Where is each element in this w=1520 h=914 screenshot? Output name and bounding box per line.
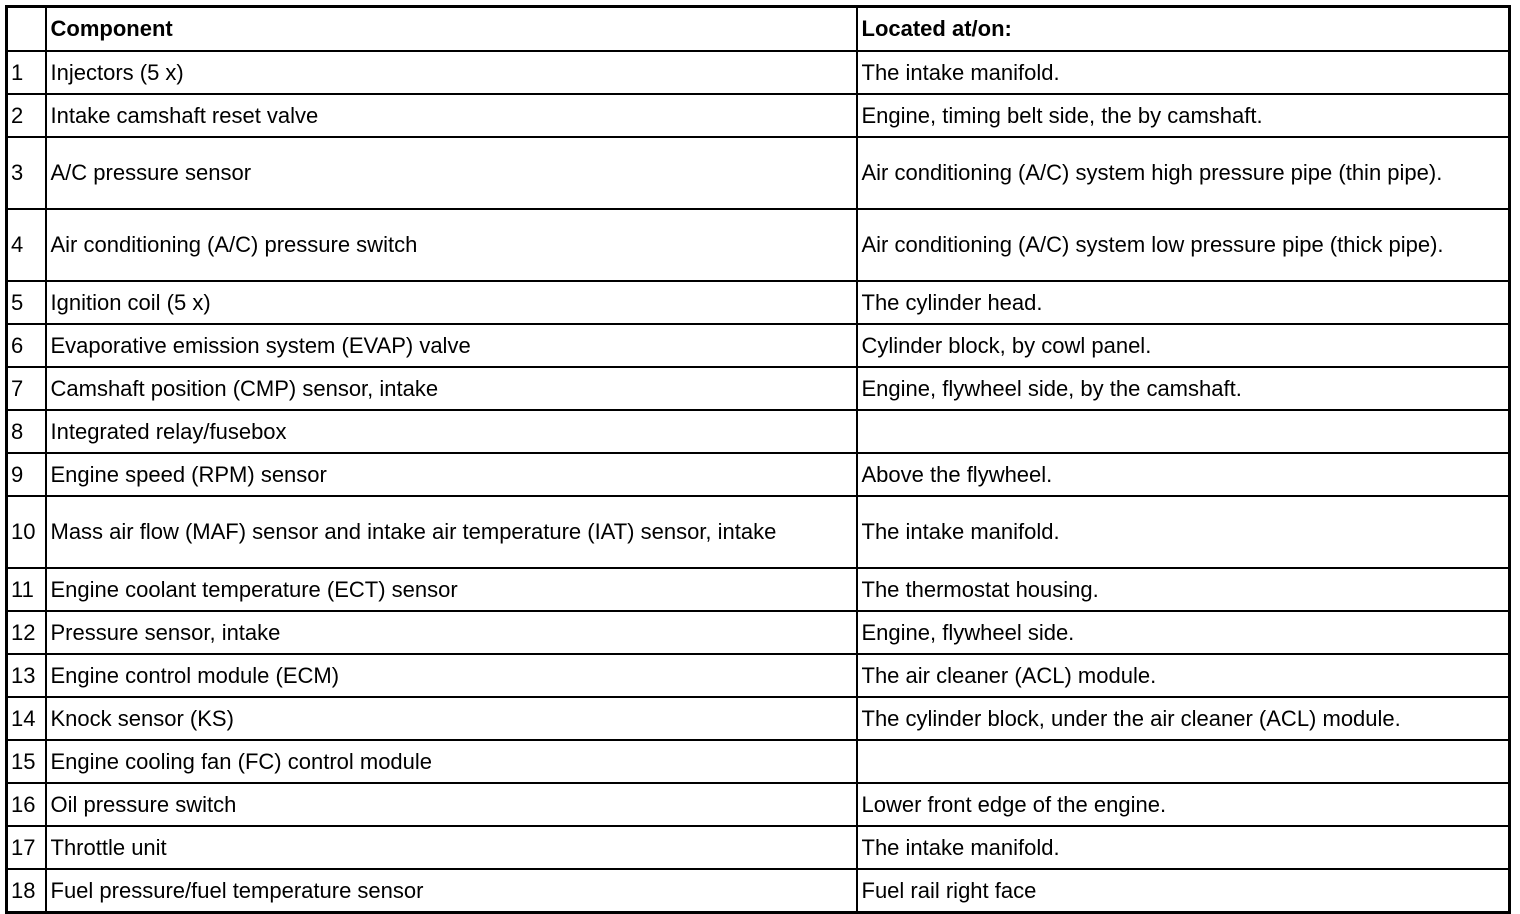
row-location: Air conditioning (A/C) system high pressure pipe (thin pipe).	[857, 137, 1510, 209]
row-component: Intake camshaft reset valve	[46, 94, 857, 137]
table-row	[7, 367, 1510, 410]
row-number: 17	[7, 826, 46, 869]
row-location: The air cleaner (ACL) module.	[857, 654, 1510, 697]
table-row	[7, 137, 1510, 209]
row-component: Integrated relay/fusebox	[46, 410, 857, 453]
row-number: 9	[7, 453, 46, 496]
row-component: Pressure sensor, intake	[46, 611, 857, 654]
row-location: The cylinder block, under the air cleaner (ACL) module.	[857, 697, 1510, 740]
table-row	[7, 324, 1510, 367]
table-row	[7, 783, 1510, 826]
row-component: Throttle unit	[46, 826, 857, 869]
row-location: The intake manifold.	[857, 496, 1510, 568]
row-number: 4	[7, 209, 46, 281]
row-location: Cylinder block, by cowl panel.	[857, 324, 1510, 367]
row-component: Fuel pressure/fuel temperature sensor	[46, 869, 857, 913]
row-location: Fuel rail right face	[857, 869, 1510, 913]
row-component: Camshaft position (CMP) sensor, intake	[46, 367, 857, 410]
row-location	[857, 740, 1510, 783]
table-row	[7, 410, 1510, 453]
row-number: 5	[7, 281, 46, 324]
row-location: Above the flywheel.	[857, 453, 1510, 496]
row-component: Evaporative emission system (EVAP) valve	[46, 324, 857, 367]
row-component: Oil pressure switch	[46, 783, 857, 826]
row-component: Air conditioning (A/C) pressure switch	[46, 209, 857, 281]
table-row	[7, 94, 1510, 137]
row-location: Engine, timing belt side, the by camshaft.	[857, 94, 1510, 137]
row-number: 15	[7, 740, 46, 783]
row-number: 3	[7, 137, 46, 209]
row-number: 7	[7, 367, 46, 410]
row-number: 16	[7, 783, 46, 826]
row-location: The intake manifold.	[857, 826, 1510, 869]
table-row	[7, 740, 1510, 783]
row-component: Mass air flow (MAF) sensor and intake air temperature (IAT) sensor, intake	[46, 496, 857, 568]
table-row	[7, 826, 1510, 869]
row-location: Engine, flywheel side, by the camshaft.	[857, 367, 1510, 410]
table-row	[7, 51, 1510, 94]
row-component: Engine speed (RPM) sensor	[46, 453, 857, 496]
row-number: 12	[7, 611, 46, 654]
row-number: 18	[7, 869, 46, 913]
table-row	[7, 209, 1510, 281]
row-number: 1	[7, 51, 46, 94]
table-header-row	[7, 7, 1510, 52]
component-location-table	[5, 5, 1511, 914]
row-location: Air conditioning (A/C) system low pressure pipe (thick pipe).	[857, 209, 1510, 281]
row-number: 10	[7, 496, 46, 568]
row-component: A/C pressure sensor	[46, 137, 857, 209]
row-number: 14	[7, 697, 46, 740]
table-row	[7, 496, 1510, 568]
row-number: 6	[7, 324, 46, 367]
row-location: The intake manifold.	[857, 51, 1510, 94]
row-component: Engine cooling fan (FC) control module	[46, 740, 857, 783]
row-component: Engine coolant temperature (ECT) sensor	[46, 568, 857, 611]
row-location	[857, 410, 1510, 453]
row-number: 8	[7, 410, 46, 453]
table-row	[7, 453, 1510, 496]
header-number	[7, 7, 46, 52]
row-component: Knock sensor (KS)	[46, 697, 857, 740]
table-row	[7, 697, 1510, 740]
table-row	[7, 654, 1510, 697]
row-location: Lower front edge of the engine.	[857, 783, 1510, 826]
table-row	[7, 281, 1510, 324]
table-row	[7, 611, 1510, 654]
row-number: 11	[7, 568, 46, 611]
row-location: The cylinder head.	[857, 281, 1510, 324]
row-location: Engine, flywheel side.	[857, 611, 1510, 654]
header-component: Component	[46, 7, 857, 52]
table-row	[7, 869, 1510, 913]
header-location: Located at/on:	[857, 7, 1510, 52]
table-row	[7, 568, 1510, 611]
row-location: The thermostat housing.	[857, 568, 1510, 611]
row-number: 13	[7, 654, 46, 697]
row-component: Ignition coil (5 x)	[46, 281, 857, 324]
row-component: Engine control module (ECM)	[46, 654, 857, 697]
row-number: 2	[7, 94, 46, 137]
row-component: Injectors (5 x)	[46, 51, 857, 94]
